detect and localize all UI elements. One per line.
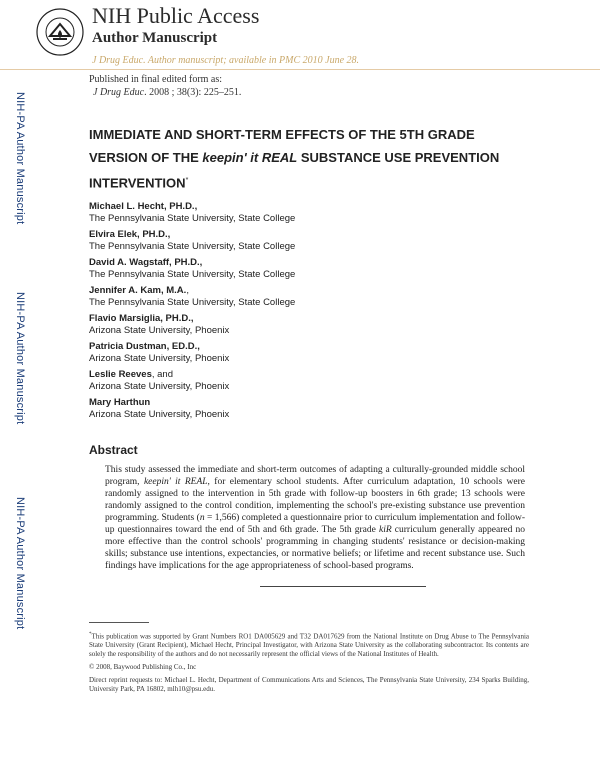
copyright-line: © 2008, Baywood Publishing Co., Inc	[89, 663, 197, 672]
title-footnote-marker: *	[185, 177, 189, 184]
side-label-bottom: NIH-PA Author Manuscript	[14, 497, 26, 630]
abstract-heading: Abstract	[89, 443, 138, 457]
citation-details: . 2008 ; 38(3): 225–251.	[144, 87, 242, 98]
author-entry: Jennifer A. Kam, M.A., The Pennsylvania State University, State College	[89, 285, 296, 308]
author-entry: Michael L. Hecht, PH.D., The Pennsylvania State University, State College	[89, 201, 296, 224]
author-entry: Elvira Elek, PH.D., The Pennsylvania State University, State College	[89, 229, 296, 252]
abstract-divider	[260, 586, 426, 587]
funding-footnote: *This publication was supported by Grant Numbers RO1 DA005629 and T32 DA017629 from the National Institute on Drug Abuse to The Pennsylvania State University (Grant Recipient), Michael Hecht, Principal Investigator, with Arizona State University as the collaborating subcontractor. Its contents are solely the responsibility of the authors and do not necessarily represent the official views of the National Institutes of Health.	[89, 632, 529, 659]
author-entry: Flavio Marsiglia, PH.D., Arizona State University, Phoenix	[89, 313, 230, 336]
side-label-top: NIH-PA Author Manuscript	[14, 92, 26, 225]
header-divider	[0, 69, 600, 70]
manuscript-type: Author Manuscript	[92, 30, 218, 46]
author-entry: Patricia Dustman, ED.D., Arizona State University, Phoenix	[89, 341, 230, 364]
author-entry: Mary Harthun Arizona State University, Phoenix	[89, 397, 230, 420]
abstract-body: This study assessed the immediate and short-term outcomes of adapting a culturally-grounded middle school program, keepin' it REAL, for elementary school students. After curriculum adaptation, 10 schools were randomly assigned to the intervention in 5th grade with follow-up boosters in 6th grade; 13 schools were randomly assigned to the control condition, implementing the school's pre-existing substance use prevention programming. Students (n = 1,566) completed a questionnaire prior to curriculum implementation and follow-up questionnaires toward the end of 5th and 6th grade. The 5th grade kiR curriculum generally appeared no more effective than the control schools' programming in changing students' resistance or decision-making skills; substance use intentions, expectancies, or normative beliefs; or lifetime and recent substance use. Such findings have implications for the age appropriateness of school-based programs.	[105, 465, 526, 571]
reprint-requests: Direct reprint requests to: Michael L. Hecht, Department of Communications Arts and Sciences, The Pennsylvania State University, 234 Sparks Building, University Park, PA 16802, mlh10@psu.edu.	[89, 676, 529, 694]
side-label-middle: NIH-PA Author Manuscript	[14, 292, 26, 425]
publication-label: Published in final edited form as:	[89, 74, 223, 85]
article-title: IMMEDIATE AND SHORT-TERM EFFECTS OF THE 5TH GRADE VERSION OF THE keepin' it REAL SUBSTANCE USE PREVENTION INTERVENTION*	[89, 127, 500, 191]
program-name: keepin' it REAL	[202, 150, 298, 165]
journal-name: J Drug Educ	[93, 87, 145, 98]
repository-title: NIH Public Access	[92, 3, 260, 28]
nih-seal-icon	[36, 8, 84, 56]
availability-note: J Drug Educ. Author manuscript; available in PMC 2010 June 28.	[92, 55, 360, 66]
footnotes	[89, 630, 529, 698]
author-entry: Leslie Reeves, and Arizona State University, Phoenix	[89, 369, 230, 392]
publication-citation	[93, 87, 241, 98]
author-entry: David A. Wagstaff, PH.D., The Pennsylvania State University, State College	[89, 257, 296, 280]
author-list	[89, 201, 529, 425]
footnote-divider	[89, 622, 149, 623]
nih-logo	[36, 8, 84, 56]
